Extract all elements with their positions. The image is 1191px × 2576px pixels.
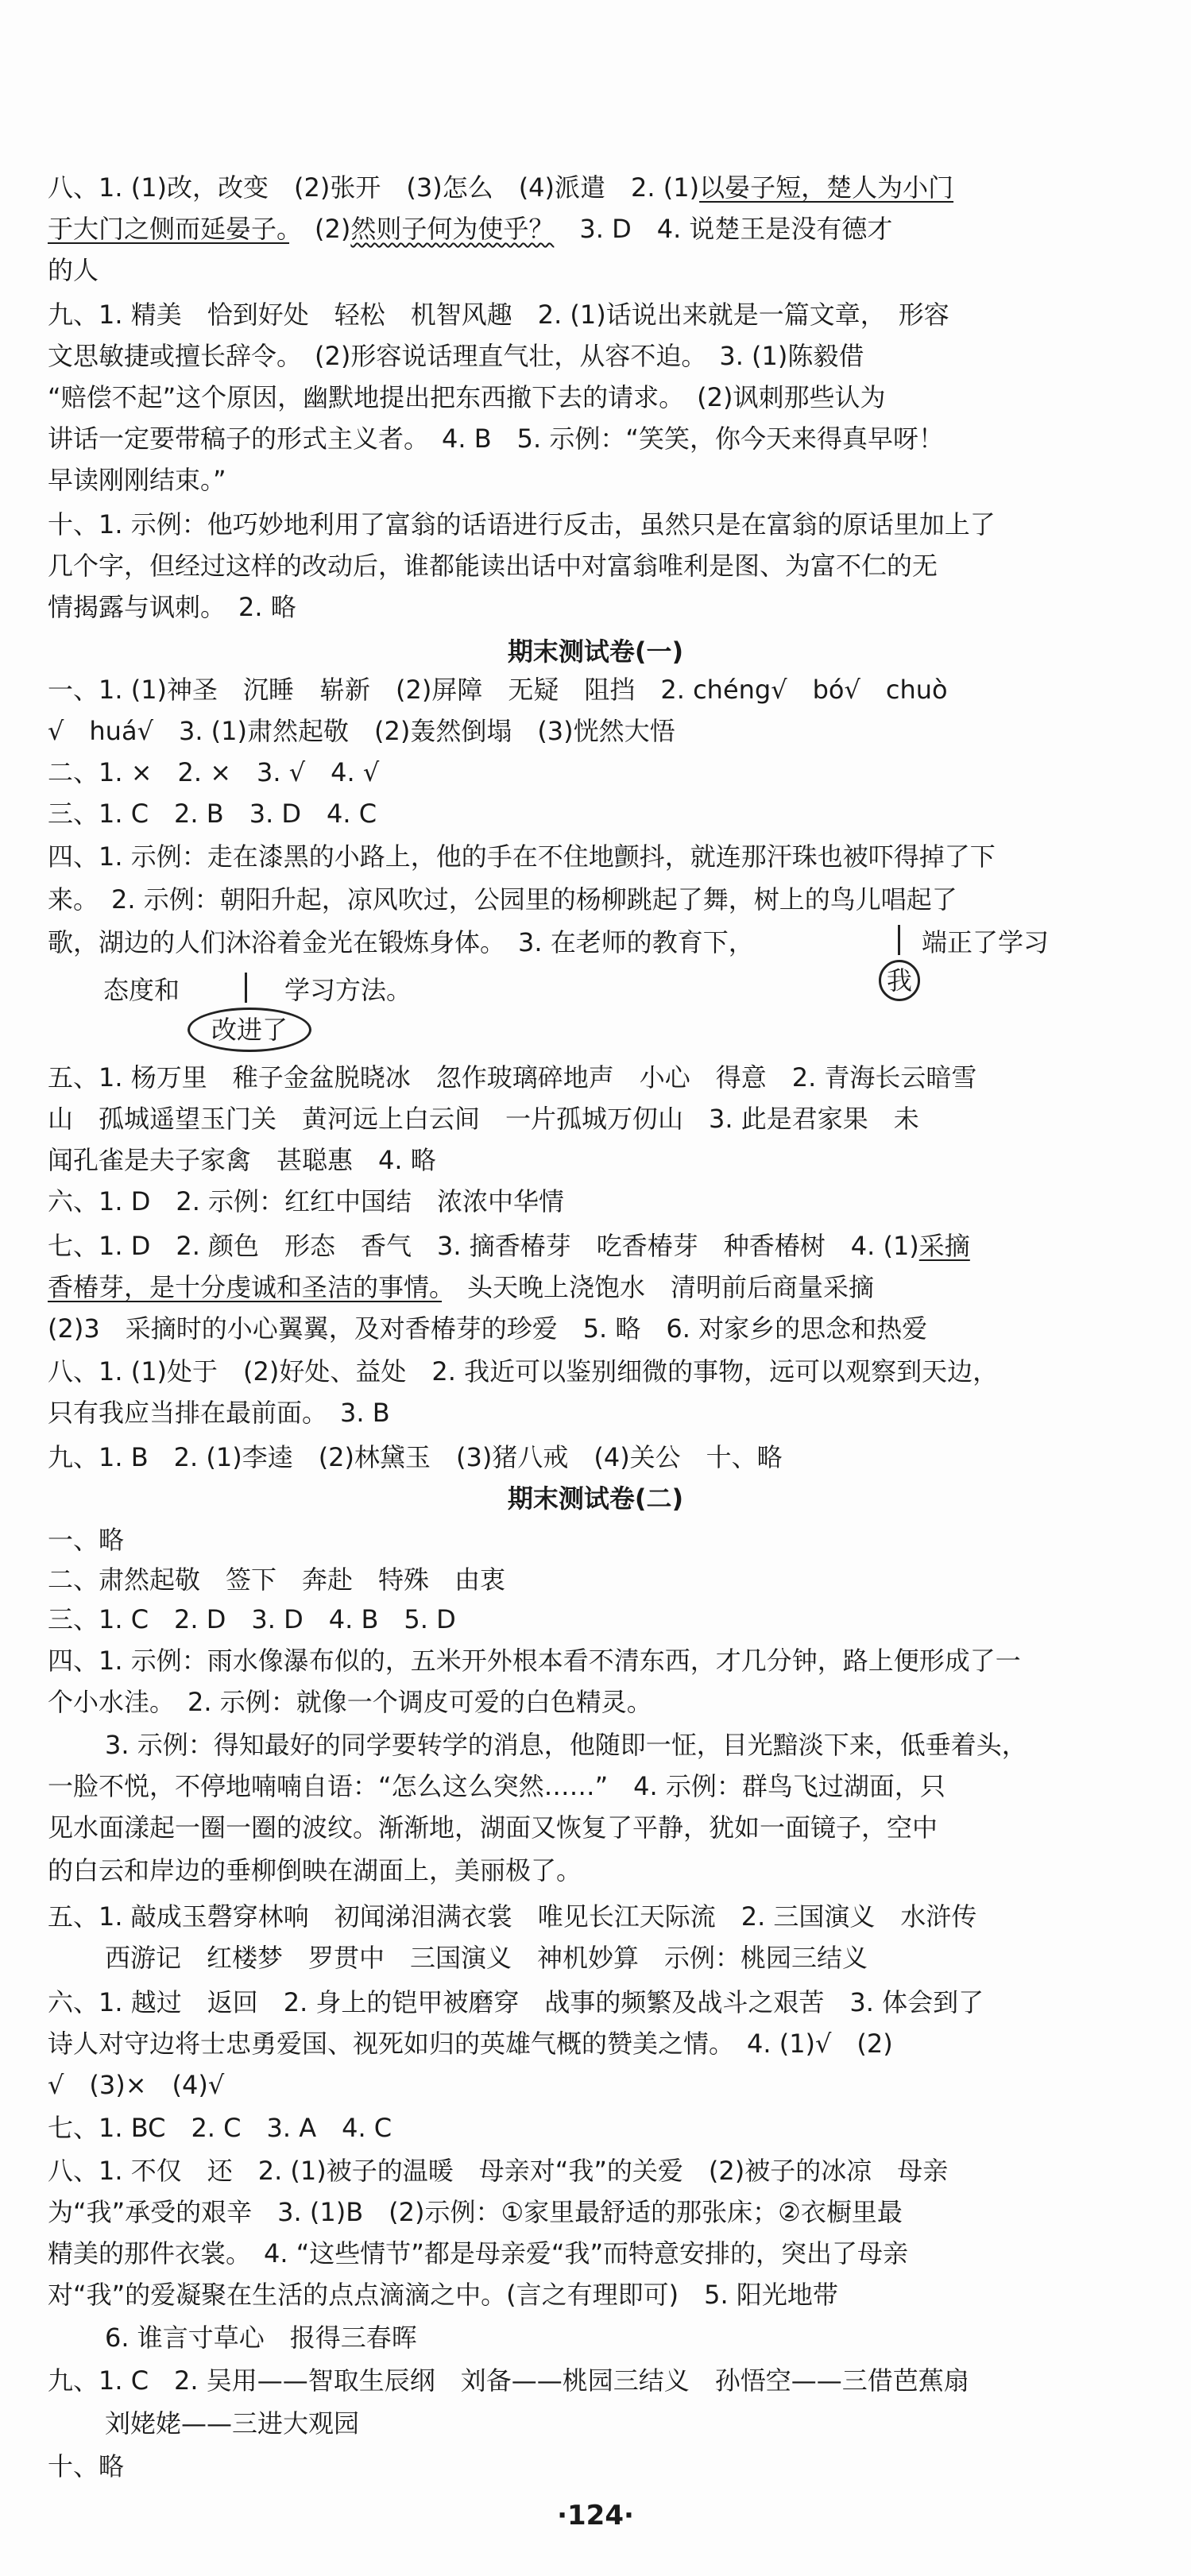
text-line: 六、1. D 2. 示例：红红中国结 浓浓中华情 xyxy=(48,1186,565,1216)
text-line: 二、1. × 2. × 3. √ 4. √ xyxy=(48,757,380,787)
text-line: 见水面漾起一圈一圈的波纹。渐渐地，湖面又恢复了平静，犹如一面镜子，空中 xyxy=(48,1812,938,1843)
circled-insert: 改进了 xyxy=(188,1008,311,1052)
text-line: 刘姥姥——三进大观园 xyxy=(105,2408,360,2439)
text-line: 闻孔雀是夫子家禽 甚聪惠 4. 略 xyxy=(48,1145,436,1175)
text-line: 四、1. 示例：雨水像瀑布似的，五米开外根本看不清东西，才几分钟，路上便形成了一 xyxy=(48,1646,1021,1676)
text-line: 七、1. D 2. 颜色 形态 香气 3. 摘香椿芽 吃香椿芽 种香椿树 4. (1)采摘 xyxy=(48,1231,970,1261)
text-line: 七、1. BC 2. C 3. A 4. C xyxy=(48,2113,392,2143)
text-line: (2)3 采摘时的小心翼翼，及对香椿芽的珍爱 5. 略 6. 对家乡的思念和热爱 xyxy=(48,1313,928,1344)
section-title: 期末测试卷(一) xyxy=(507,636,684,667)
text-line: 对“我”的爱凝聚在生活的点点滴滴之中。(言之有理即可) 5. 阳光地带 xyxy=(48,2280,838,2310)
text-line: 一脸不悦，不停地喃喃自语：“怎么这么突然……” 4. 示例：群鸟飞过湖面，只 xyxy=(48,1771,945,1801)
text-line: 个小水洼。 2. 示例：就像一个调皮可爱的白色精灵。 xyxy=(48,1687,652,1717)
text-line: 山 孤城遥望玉门关 黄河远上白云间 一片孤城万仞山 3. 此是君家果 未 xyxy=(48,1104,919,1134)
text-line: 八、1. (1)改，改变 (2)张开 (3)怎么 (4)派遣 2. (1)以晏子短，楚人为小门 xyxy=(48,172,954,203)
text-line: 一、略 xyxy=(48,1525,125,1555)
text-line: 三、1. C 2. D 3. D 4. B 5. D xyxy=(48,1604,456,1634)
section-title: 期末测试卷(二) xyxy=(507,1483,684,1514)
text-line: 情揭露与讽刺。 2. 略 xyxy=(48,592,296,622)
underlined-answer: 以晏子短，楚人为小门 xyxy=(699,172,954,203)
text-fragment: 学习方法。 xyxy=(284,975,412,1005)
text-line: √ huá√ 3. (1)肃然起敬 (2)轰然倒塌 (3)恍然大悟 xyxy=(48,716,675,746)
underlined-answer: 香椿芽，是十分虔诚和圣洁的事情。 xyxy=(48,1272,443,1302)
text-line: 四、1. 示例：走在漆黑的小路上，他的手在不住地颤抖，就连那汗珠也被吓得掉了下 xyxy=(48,841,996,872)
text-line: 早读刚刚结束。” xyxy=(48,465,226,495)
text-line: 一、1. (1)神圣 沉睡 崭新 (2)屏障 无疑 阻挡 2. chéng√ bó√ chuò xyxy=(48,675,948,705)
text-line: 八、1. (1)处于 (2)好处、益处 2. 我近可以鉴别细微的事物，远可以观察到天边， xyxy=(48,1356,999,1387)
text-line: 六、1. 越过 返回 2. 身上的铠甲被磨穿 战事的频繁及战斗之艰苦 3. 体会到了 xyxy=(48,1987,984,2017)
circled-insert: 我 xyxy=(879,960,920,1001)
text-line: √ (3)× (4)√ xyxy=(48,2070,225,2100)
text-line: 6. 谁言寸草心 报得三春晖 xyxy=(105,2323,417,2353)
text-line: “赔偿不起”这个原因，幽默地提出把东西撤下去的请求。 (2)讽刺那些认为 xyxy=(48,382,886,412)
text-line: 文思敏捷或擅长辞令。 (2)形容说话理直气壮，从容不迫。 3. (1)陈毅借 xyxy=(48,341,864,371)
underlined-answer: 于大门之侧而延晏子。 xyxy=(48,214,290,244)
text-line: 歌，湖边的人们沐浴着金光在锻炼身体。 3. 在老师的教育下， xyxy=(48,927,754,957)
insertion-mark xyxy=(245,973,247,1003)
text-line: 十、略 xyxy=(48,2451,125,2481)
text-line: 九、1. 精美 恰到好处 轻松 机智风趣 2. (1)话说出来就是一篇文章， 形容 xyxy=(48,300,949,330)
text-line: 精美的那件衣裳。 4. “这些情节”都是母亲爱“我”而特意安排的，突出了母亲 xyxy=(48,2238,909,2269)
text-line: 几个字，但经过这样的改动后，谁都能读出话中对富翁唯利是图、为富不仁的无 xyxy=(48,551,938,581)
text-line: 只有我应当排在最前面。 3. B xyxy=(48,1398,390,1428)
text-line: 五、1. 敲成玉磬穿林响 初闻涕泪满衣裳 唯见长江天际流 2. 三国演义 水浒传 xyxy=(48,1901,977,1932)
underlined-answer: 采摘 xyxy=(918,1231,970,1261)
text-line: 九、1. C 2. 吴用——智取生辰纲 刘备——桃园三结义 孙悟空——三借芭蕉扇 xyxy=(48,2365,969,2396)
text-fragment: 端正了学习 xyxy=(922,927,1050,957)
text-line: 为“我”承受的艰辛 3. (1)B (2)示例：①家里最舒适的那张床；②衣橱里最 xyxy=(48,2197,903,2227)
text-line: 五、1. 杨万里 稚子金盆脱晓冰 忽作玻璃碎地声 小心 得意 2. 青海长云暗雪 xyxy=(48,1062,977,1093)
text-line: 西游记 红楼梦 罗贯中 三国演义 神机妙算 示例：桃园三结义 xyxy=(105,1943,868,1973)
text-line: 二、肃然起敬 签下 奔赴 特殊 由衷 xyxy=(48,1565,506,1595)
text-line: 讲话一定要带稿子的形式主义者。 4. B 5. 示例：“笑笑，你今天来得真早呀！ xyxy=(48,424,944,454)
text-line: 3. 示例：得知最好的同学要转学的消息，他随即一怔，目光黯淡下来，低垂着头， xyxy=(105,1730,1027,1760)
text-line: 诗人对守边将士忠勇爱国、视死如归的英雄气概的赞美之情。 4. (1)√ (2) xyxy=(48,2029,893,2059)
text-line: 三、1. C 2. B 3. D 4. C xyxy=(48,799,377,829)
text-line: 的人 xyxy=(48,255,99,285)
insertion-mark xyxy=(898,925,900,955)
text-line: 八、1. 不仅 还 2. (1)被子的温暖 母亲对“我”的关爱 (2)被子的冰凉 母亲 xyxy=(48,2156,949,2186)
text-line: 香椿芽，是十分虔诚和圣洁的事情。 头天晚上浇饱水 清明前后商量采摘 xyxy=(48,1272,875,1302)
page-number: ·124· xyxy=(557,2500,634,2532)
text-line: 来。 2. 示例：朝阳升起，凉风吹过，公园里的杨柳跳起了舞，树上的鸟儿唱起了 xyxy=(48,884,957,915)
text-line: 于大门之侧而延晏子。 (2)然则子何为使乎？ 3. D 4. 说楚王是没有德才 xyxy=(48,214,893,244)
text-fragment: 态度和 xyxy=(103,975,180,1005)
wavy-underlined-answer: 然则子何为使乎？ xyxy=(350,214,555,244)
text-line: 十、1. 示例：他巧妙地利用了富翁的话语进行反击，虽然只是在富翁的原话里加上了 xyxy=(48,509,996,540)
text-line: 的白云和岸边的垂柳倒映在湖面上，美丽极了。 xyxy=(48,1855,582,1886)
text-line: 九、1. B 2. (1)李逵 (2)林黛玉 (3)猪八戒 (4)关公 十、略 xyxy=(48,1442,783,1472)
